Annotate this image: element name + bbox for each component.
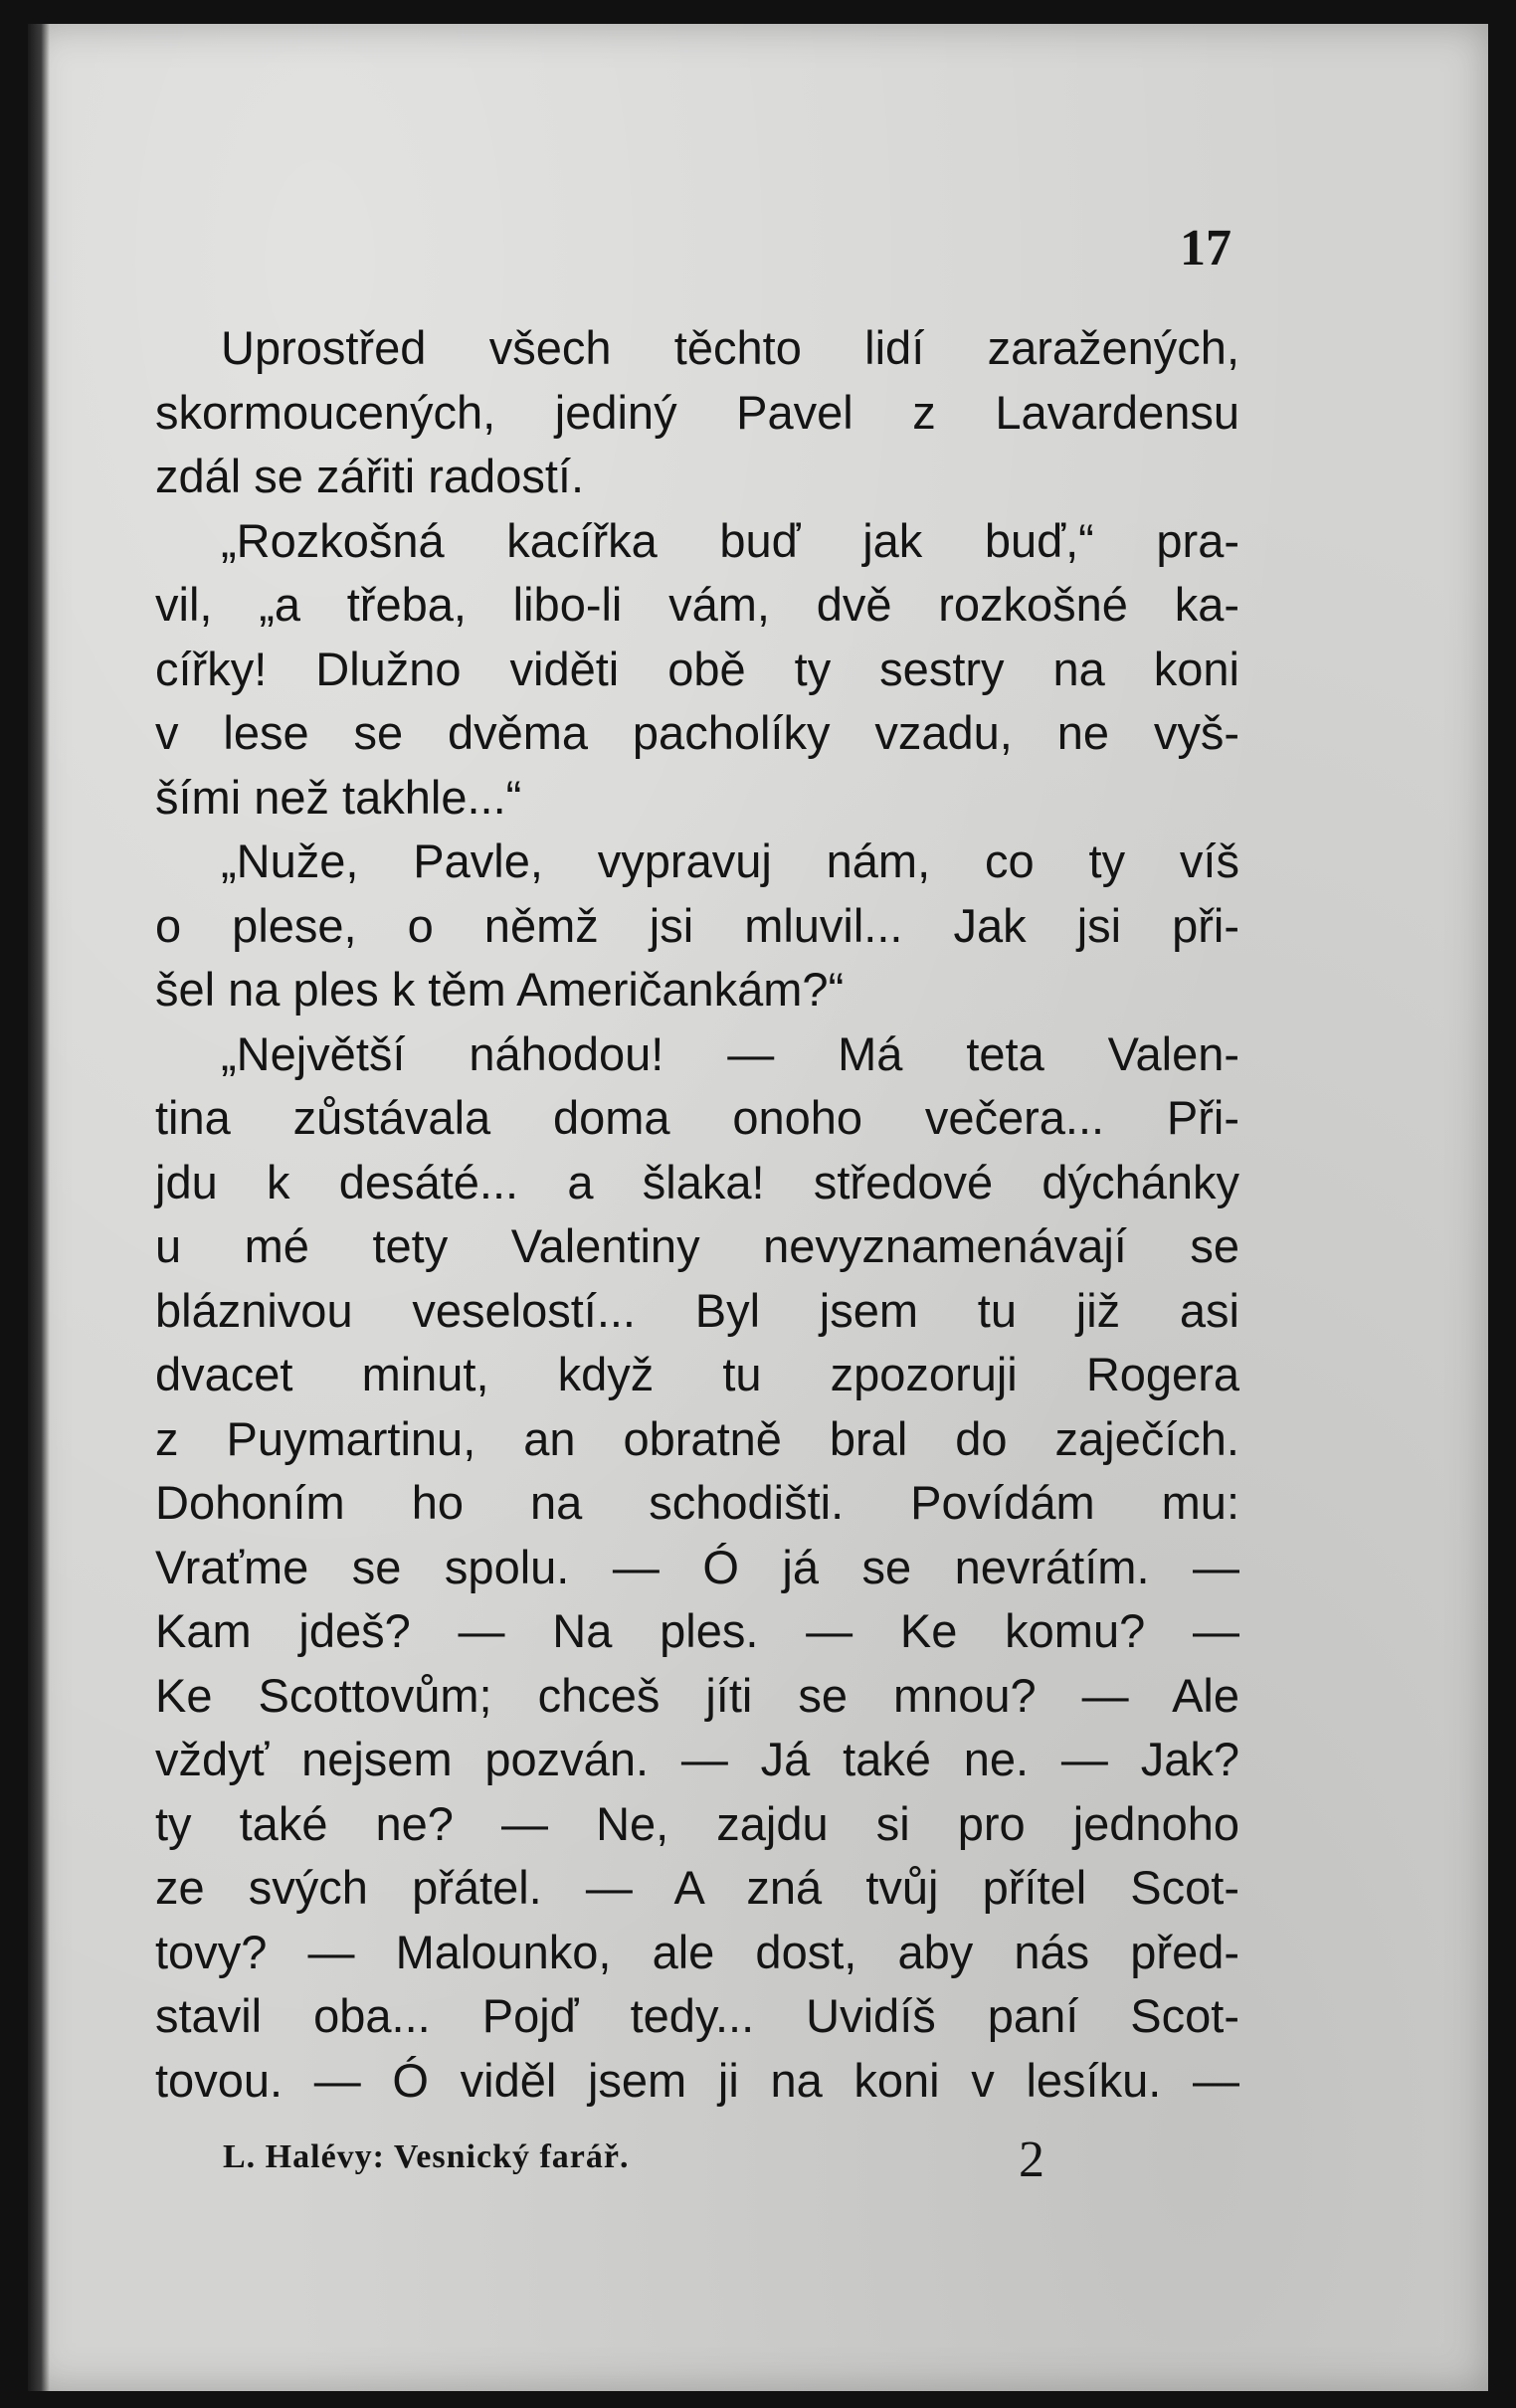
book-page (28, 24, 1488, 2391)
text-line: šel na ples k těm Američankám?“ (155, 963, 845, 1016)
text-line: u mé tety Valentiny nevyznamenávají se (155, 1219, 1239, 1272)
text-line: skormoucených, jediný Pavel z Lavardensu (155, 385, 1239, 439)
text-line: „Největší náhodou! — Má teta Valen- (221, 1026, 1239, 1080)
text-line: Kam jdeš? — Na ples. — Ke komu? — (155, 1604, 1239, 1657)
text-line: bláznivou veselostí... Byl jsem tu již asi (155, 1283, 1239, 1337)
page-binding-edge (28, 24, 50, 2391)
text-line: o plese, o němž jsi mluvil... Jak jsi při- (155, 898, 1239, 952)
text-line: „Rozkošná kacířka buď jak buď,“ pra- (221, 513, 1239, 567)
text-line: jdu k desáté... a šlaka! středové dýchánky (155, 1155, 1239, 1208)
text-line: Ke Scottovům; chceš jíti se mnou? — Ale (155, 1668, 1239, 1722)
page-footer (223, 2130, 1098, 2190)
text-line: tina zůstávala doma onoho večera... Při- (155, 1091, 1239, 1144)
text-line: tovou. — Ó viděl jsem ji na koni v lesíku. — (155, 2053, 1239, 2107)
text-line: vždyť nejsem pozván. — Já také ne. — Jak? (155, 1733, 1239, 1785)
text-line: Vraťme se spolu. — Ó já se nevrátím. — (155, 1540, 1239, 1593)
text-line: stavil oba... Pojď tedy... Uvidíš paní Scot- (155, 1989, 1239, 2042)
text-line: „Nuže, Pavle, vypravuj nám, co ty víš (221, 834, 1239, 887)
sheet-mark: 2 (1019, 2131, 1044, 2188)
text-line: tovy? — Malounko, ale dost, aby nás před- (155, 1925, 1239, 1978)
text-line: ze svých přátel. — A zná tvůj přítel Scot- (155, 1861, 1239, 1914)
text-line: zdál se zářiti radostí. (155, 450, 585, 502)
text-line: ty také ne? — Ne, zajdu si pro jednoho (155, 1796, 1239, 1850)
text-line: v lese se dvěma pacholíky vzadu, ne vyš- (155, 706, 1239, 759)
page-number: 17 (1180, 220, 1232, 277)
text-line: cířky! Dlužno viděti obě ty sestry na koni (155, 642, 1239, 695)
text-line: vil, „a třeba, libo-li vám, dvě rozkošné ka- (155, 578, 1239, 631)
book-signature: L. Halévy: Vesnický farář. (223, 2138, 630, 2175)
text-line: dvacet minut, když tu zpozoruji Rogera (155, 1348, 1239, 1400)
body-text (155, 316, 1239, 2113)
text-line: Uprostřed všech těchto lidí zaražených, (221, 321, 1239, 374)
text-line: Dohoním ho na schodišti. Povídám mu: (155, 1476, 1239, 1529)
text-line: z Puymartinu, an obratně bral do zaječích. (155, 1411, 1239, 1465)
text-line: šími než takhle...“ (155, 770, 522, 824)
